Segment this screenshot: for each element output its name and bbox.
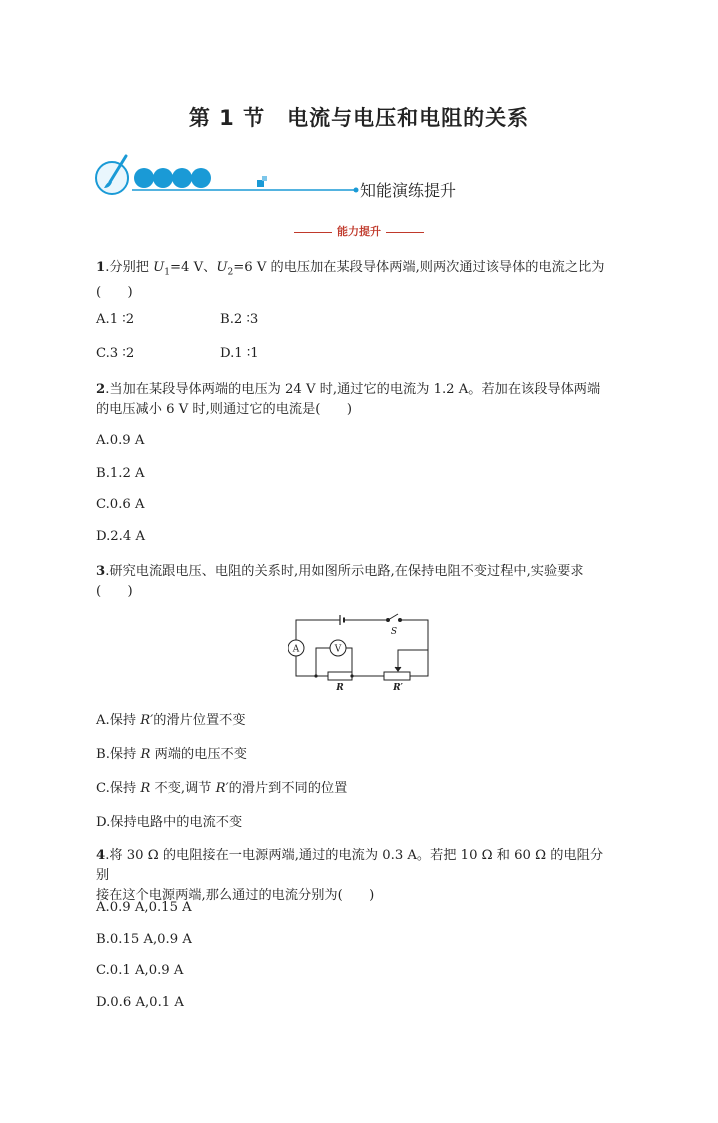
banner-text: 知能演练提升: [360, 181, 457, 200]
q4-option-a: A.0.9 A,0.15 A: [96, 900, 192, 915]
resistor-label: R: [336, 683, 344, 690]
question-3: 3.研究电流跟电压、电阻的关系时,用如图所示电路,在保持电阻不变过程中,实验要求 ( ): [96, 564, 584, 599]
ammeter-label: A: [292, 644, 300, 655]
q3-option-a: A.保持 R′的滑片位置不变: [96, 713, 246, 728]
q4-option-b: B.0.15 A,0.9 A: [96, 932, 192, 947]
q1-option-a: A.1 ∶2: [96, 312, 135, 327]
question-4: 4.将 30 Ω 的电阻接在一电源两端,通过的电流为 0.3 A。若把 10 Ω 和 60 Ω 的电阻分别 接在这个电源两端,那么通过的电流分别为( ): [96, 848, 604, 903]
q4-option-d: D.0.6 A,0.1 A: [96, 995, 184, 1010]
circuit-diagram: [288, 612, 433, 690]
section-label: 能力提升: [0, 223, 718, 239]
q3-option-c: C.保持 R 不变,调节 R′的滑片到不同的位置: [96, 781, 348, 796]
blue-dots-decoration: [134, 168, 211, 188]
switch-label: S: [390, 627, 398, 637]
question-2: 2.当加在某段导体两端的电压为 24 V 时,通过它的电流为 1.2 A。若加在该段导体两端 的电压减小 6 V 时,则通过它的电流是( ): [96, 382, 601, 417]
q3-option-b: B.保持 R 两端的电压不变: [96, 747, 247, 762]
q2-option-b: B.1.2 A: [96, 466, 145, 481]
q1-option-b: B.2 ∶3: [220, 312, 259, 327]
q2-option-a: A.0.9 A: [96, 433, 145, 448]
q2-option-c: C.0.6 A: [96, 497, 145, 512]
q1-option-c: C.3 ∶2: [96, 346, 135, 361]
rheostat-label: R′: [393, 683, 403, 690]
q4-option-c: C.0.1 A,0.9 A: [96, 963, 184, 978]
section-banner: [92, 150, 482, 202]
q1-option-d: D.1 ∶1: [220, 346, 259, 361]
q3-option-d: D.保持电路中的电流不变: [96, 815, 243, 830]
q2-option-d: D.2.4 A: [96, 529, 145, 544]
question-1: 1.分别把 $U_1=4$ V、$U_2=6$ V 的电压加在某段导体两端,则两次通过该导体的电流之比为 ( ): [96, 260, 605, 300]
page-title: 第 1 节 电流与电压和电阻的关系: [188, 106, 530, 130]
brush-logo-icon: [96, 156, 128, 194]
voltmeter-label: V: [334, 644, 342, 655]
